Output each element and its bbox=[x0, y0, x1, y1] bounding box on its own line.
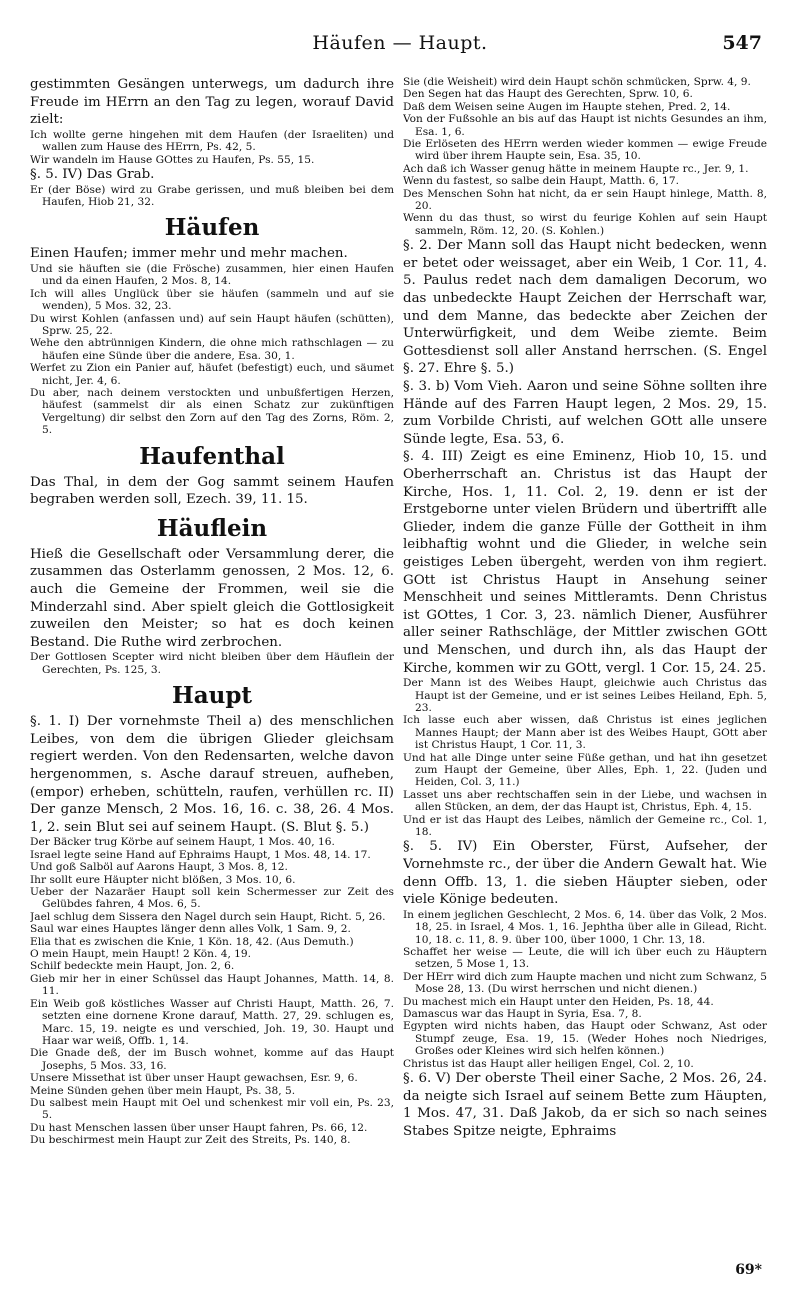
scripture-citation: Schilf bedeckte mein Haupt, Jon. 2, 6. bbox=[30, 960, 235, 973]
scripture-citation: Und hat alle Dinge unter seine Füße gethan, und hat ihn gesetzet zum Haupt der Gemeine, über Alles, Eph. 1, 22. (Juden und Heiden, Col. 3, 11.) bbox=[403, 751, 767, 789]
scripture-citation: In einem jeglichen Geschlecht, 2 Mos. 6, 14. über das Volk, 2 Mos. 18, 25. in Israel, 4 Mos. 1, 16. Jephtha über alle in Gilead, Richt. 10, 18. c. 11, 8. 9. über 100, über 1000, 1 Chr. 13, 18. bbox=[403, 908, 767, 946]
scripture-citation: Die Erlöseten des HErrn werden wieder kommen — ewige Freude wird über ihrem Haupte sein, Esa. 35, 10. bbox=[403, 138, 767, 163]
text-paragraph: Das Thal, in dem der Gog sammt seinem Haufen begraben werden soll, Ezech. 39, 11. 15. bbox=[30, 474, 394, 508]
text-paragraph: Hieß die Gesellschaft oder Versammlung derer, die zusammen das Osterlamm genossen, 2 Mos. 12, 6. auch die Gemeine der Frommen, weil sie die Minderzahl sind. Aber spielt gleich die Gottlosigkeit zuweilen den Meister; so hat es doch keinen Bestand. Die Ruthe wird zerbrochen. bbox=[30, 546, 394, 650]
scripture-citation: Schaffet her weise — Leute, die will ich über euch zu Häuptern setzen, 5 Mose 1, 13. bbox=[403, 946, 767, 971]
scripture-citation: Der Bäcker trug Körbe auf seinem Haupt, 1 Mos. 40, 16. bbox=[30, 836, 335, 849]
scripture-citation: Die Gnade deß, der im Busch wohnet, komme auf das Haupt Josephs, 5 Mos. 33, 16. bbox=[30, 1047, 394, 1072]
text-paragraph: §. 3. b) Vom Vieh. Aaron und seine Söhne sollten ihre Hände auf des Farren Haupt legen, 2 Mos. 29, 15. zum Vorbilde Christi, auf welchen GOtt alle unsere Sünde legte, Esa. 53, 6. bbox=[403, 379, 767, 447]
scripture-citation: Der Gottlosen Scepter wird nicht bleiben über dem Häuflein der Gerechten, Ps. 125, 3. bbox=[30, 651, 394, 676]
scripture-citation: Elia that es zwischen die Knie, 1 Kön. 18, 42. (Aus Demuth.) bbox=[30, 935, 354, 948]
scripture-citation: Wenn du das thust, so wirst du feurige Kohlen auf sein Haupt sammeln, Röm. 12, 20. (S. Kohlen.) bbox=[403, 212, 767, 237]
scripture-citation: Wenn du fastest, so salbe dein Haupt, Matth. 6, 17. bbox=[403, 175, 679, 188]
left-column bbox=[30, 76, 394, 1276]
scripture-citation: Und goß Salböl auf Aarons Haupt, 3 Mos. 8, 12. bbox=[30, 861, 288, 874]
running-head bbox=[0, 32, 800, 58]
scripture-citation: Wehe den abtrünnigen Kindern, die ohne mich rathschlagen — zu häufen eine Sünde über die andere, Esa. 30, 1. bbox=[30, 337, 394, 362]
scripture-citation: Du hast Menschen lassen über unser Haupt fahren, Ps. 66, 12. bbox=[30, 1121, 368, 1134]
scripture-citation: Der HErr wird dich zum Haupte machen und nicht zum Schwanz, 5 Mose 28, 13. (Du wirst herrschen und nicht dienen.) bbox=[403, 970, 767, 996]
text-paragraph: §. 5. IV) Ein Oberster, Fürst, Aufseher, der Vornehmste rc., der über die Andern Gewalt hat. Wie denn Offb. 13, 1. die sieben Häupter sieben, oder viele Könige bedeuten. bbox=[403, 839, 767, 908]
text-paragraph: gestimmten Gesängen unterwegs, um dadurch ihre Freude im HErrn an den Tag zu legen, worauf David zielt: bbox=[30, 77, 394, 128]
scripture-citation: Saul war eines Hauptes länger denn alles Volk, 1 Sam. 9, 2. bbox=[30, 923, 351, 936]
text-paragraph: §. 1. I) Der vornehmste Theil a) des menschlichen Leibes, von dem die übrigen Glieder gleichsam regiert werden. Von den Redensarten, welche davon hergenommen, s. Asche darauf streuen, aufheben, (empor) erheben, schütteln, raufen, verhüllen rc. II) Der ganze Mensch, 2 Mos. 16, 16. c. 38, 26. 4 Mos. 1, 2. sein Blut sei auf seinem Haupt. (S. Blut §. 5.) bbox=[30, 714, 394, 835]
entry-heading: Häuflein bbox=[156, 514, 268, 542]
scripture-citation: Werfet zu Zion ein Panier auf, häufet (befestigt) euch, und säumet nicht, Jer. 4, 6. bbox=[30, 362, 394, 387]
scripture-citation: Daß dem Weisen seine Augen im Haupte stehen, Pred. 2, 14. bbox=[403, 100, 731, 113]
scripture-citation: Lasset uns aber rechtschaffen sein in der Liebe, und wachsen in allen Stücken, an dem, der das Haupt ist, Christus, Eph. 4, 15. bbox=[403, 788, 767, 814]
scripture-citation: Du wirst Kohlen (anfassen und) auf sein Haupt häufen (schütten), Sprw. 25, 22. bbox=[30, 312, 394, 338]
scripture-citation: Damascus war das Haupt in Syria, Esa. 7, 8. bbox=[403, 1008, 642, 1021]
scripture-citation: Du beschirmest mein Haupt zur Zeit des Streits, Ps. 140, 8. bbox=[30, 1134, 351, 1147]
text-paragraph: §. 5. IV) Das Grab. bbox=[30, 167, 155, 182]
entry-heading: Haupt bbox=[171, 682, 253, 710]
printer-signature: 69* bbox=[735, 1262, 762, 1278]
text-paragraph: §. 2. Der Mann soll das Haupt nicht bedecken, wenn er betet oder weissaget, aber ein Weib, 1 Cor. 11, 4. 5. Paulus redet nach dem damaligen Decorum, wo das unbedeckte Haupt Zeichen der Herrschaft war, und dem Manne, das bedeckte aber Zeichen der Unterwürfigkeit, und dem Weibe ziemte. Beim Gottesdienst soll aller Anstand herrschen. (S. Engel §. 27. Ehre §. 5.) bbox=[403, 238, 767, 377]
text-paragraph: Einen Haufen; immer mehr und mehr machen. bbox=[30, 246, 348, 262]
scripture-citation: Und sie häuften sie (die Frösche) zusammen, hier einen Haufen und da einen Haufen, 2 Mos. 8, 14. bbox=[30, 263, 394, 288]
scripture-citation: Von der Fußsohle an bis auf das Haupt ist nichts Gesundes an ihm, Esa. 1, 6. bbox=[403, 113, 767, 138]
scripture-citation: Wir wandeln im Hause GOttes zu Haufen, Ps. 55, 15. bbox=[30, 153, 315, 166]
running-head-title: Häufen — Haupt. bbox=[312, 32, 488, 54]
scripture-citation: Gieb mir her in einer Schüssel das Haupt Johannes, Matth. 14, 8. 11. bbox=[30, 972, 394, 998]
scripture-citation: Meine Sünden gehen über mein Haupt, Ps. 38, 5. bbox=[30, 1084, 296, 1097]
entry-heading: Häufen bbox=[164, 214, 260, 242]
right-column bbox=[403, 76, 767, 1256]
scripture-citation: Der Mann ist des Weibes Haupt, gleichwie auch Christus das Haupt ist der Gemeine, und er ist seines Leibes Heiland, Eph. 5, 23. bbox=[403, 677, 767, 714]
scripture-citation: Jael schlug dem Sissera den Nagel durch sein Haupt, Richt. 5, 26. bbox=[30, 910, 386, 923]
scripture-citation: Du machest mich ein Haupt unter den Heiden, Ps. 18, 44. bbox=[403, 995, 714, 1008]
scripture-citation: Unsere Missethat ist über unser Haupt gewachsen, Esr. 9, 6. bbox=[30, 1072, 358, 1085]
scripture-citation: Ein Weib goß köstliches Wasser auf Christi Haupt, Matth. 26, 7. setzten eine dornene Krone darauf, Matth. 27, 29. schlugen es, Marc. 15, 19. neigte es und verschied, Joh. 19, 30. Haupt und Haar war weiß, Offb. 1, 14. bbox=[30, 997, 394, 1047]
scripture-citation: Israel legte seine Hand auf Ephraims Haupt, 1 Mos. 48, 14. 17. bbox=[30, 848, 371, 861]
text-paragraph: §. 4. III) Zeigt es eine Eminenz, Hiob 10, 15. und Oberherrschaft an. Christus ist das Haupt der Kirche, Hos. 1, 11. Col. 2, 19. denn er ist der Erstgeborne unter vielen Brüdern und übertrifft alle Glieder, indem die ganze Fülle der Gottheit in ihm leibhaftig wohnt und die Glieder, in welche sein geistiges Leben übergeht, werden von ihm regiert. GOtt ist Christus Haupt in Ansehung seiner Menschheit und seines Mittleramts. Denn Christus ist GOttes, 1 Cor. 3, 23. nämlich Diener, Ausführer aller seiner Rathschläge, der Mittler zwischen GOtt und Menschen, und durch ihn, als das Haupt der Kirche, kommen wir zu GOtt, vergl. 1 Cor. 15, 24. 25. bbox=[403, 449, 767, 676]
scripture-citation: Du salbest mein Haupt mit Oel und schenkest mir voll ein, Ps. 23, 5. bbox=[30, 1096, 394, 1122]
scripture-citation: Ihr sollt eure Häupter nicht blößen, 3 Mos. 10, 6. bbox=[30, 873, 296, 886]
scripture-citation: Und er ist das Haupt des Leibes, nämlich der Gemeine rc., Col. 1, 18. bbox=[403, 813, 767, 838]
scripture-citation: Den Segen hat das Haupt des Gerechten, Sprw. 10, 6. bbox=[403, 88, 693, 101]
scripture-citation: Sie (die Weisheit) wird dein Haupt schön schmücken, Sprw. 4, 9. bbox=[403, 76, 751, 88]
entry-heading: Haufenthal bbox=[139, 442, 285, 470]
scripture-citation: Christus ist das Haupt aller heiligen Engel, Col. 2, 10. bbox=[403, 1057, 694, 1070]
scripture-citation: Ich lasse euch aber wissen, daß Christus ist eines jeglichen Mannes Haupt; der Mann aber ist des Weibes Haupt, GOtt aber ist Christus Haupt, 1 Cor. 11, 3. bbox=[403, 714, 767, 752]
page-number: 547 bbox=[722, 32, 762, 54]
scripture-citation: Des Menschen Sohn hat nicht, da er sein Haupt hinlege, Matth. 8, 20. bbox=[403, 187, 767, 213]
scripture-citation: O mein Haupt, mein Haupt! 2 Kön. 4, 19. bbox=[30, 948, 252, 961]
scripture-citation: Egypten wird nichts haben, das Haupt oder Schwanz, Ast oder Stumpf zeuge, Esa. 19, 15. (Weder Hohes noch Niedriges, Großes oder Kleines wird sich helfen können.) bbox=[403, 1020, 767, 1058]
scripture-citation: Ich will alles Unglück über sie häufen (sammeln und auf sie wenden), 5 Mos. 32, 23. bbox=[30, 287, 394, 313]
scripture-citation: Er (der Böse) wird zu Grabe gerissen, und muß bleiben bei dem Haufen, Hiob 21, 32. bbox=[30, 183, 394, 208]
scripture-citation: Ueber der Nazaräer Haupt soll kein Schermesser zur Zeit des Gelübdes fahren, 4 Mos. 6, 5. bbox=[30, 886, 394, 911]
scripture-citation: Ich wollte gerne hingehen mit dem Haufen (der Israeliten) und wallen zum Hause des HErrn, Ps. 42, 5. bbox=[30, 128, 394, 154]
scripture-citation: Ach daß ich Wasser genug hätte in meinem Haupte rc., Jer. 9, 1. bbox=[403, 162, 749, 175]
text-paragraph: §. 6. V) Der oberste Theil einer Sache, 2 Mos. 26, 24. da neigte sich Israel auf seinem Bette zum Häupten, 1 Mos. 47, 31. Daß Jakob, da er sich so nach seines Stabes Spitze neigte, Ephraims bbox=[403, 1071, 767, 1139]
scripture-citation: Du aber, nach deinem verstockten und unbußfertigen Herzen, häufest (sammelst dir als einen Schatz zur zukünftigen Vergeltung) dir selbst den Zorn auf den Tag des Zorns, Röm. 2, 5. bbox=[30, 387, 394, 437]
